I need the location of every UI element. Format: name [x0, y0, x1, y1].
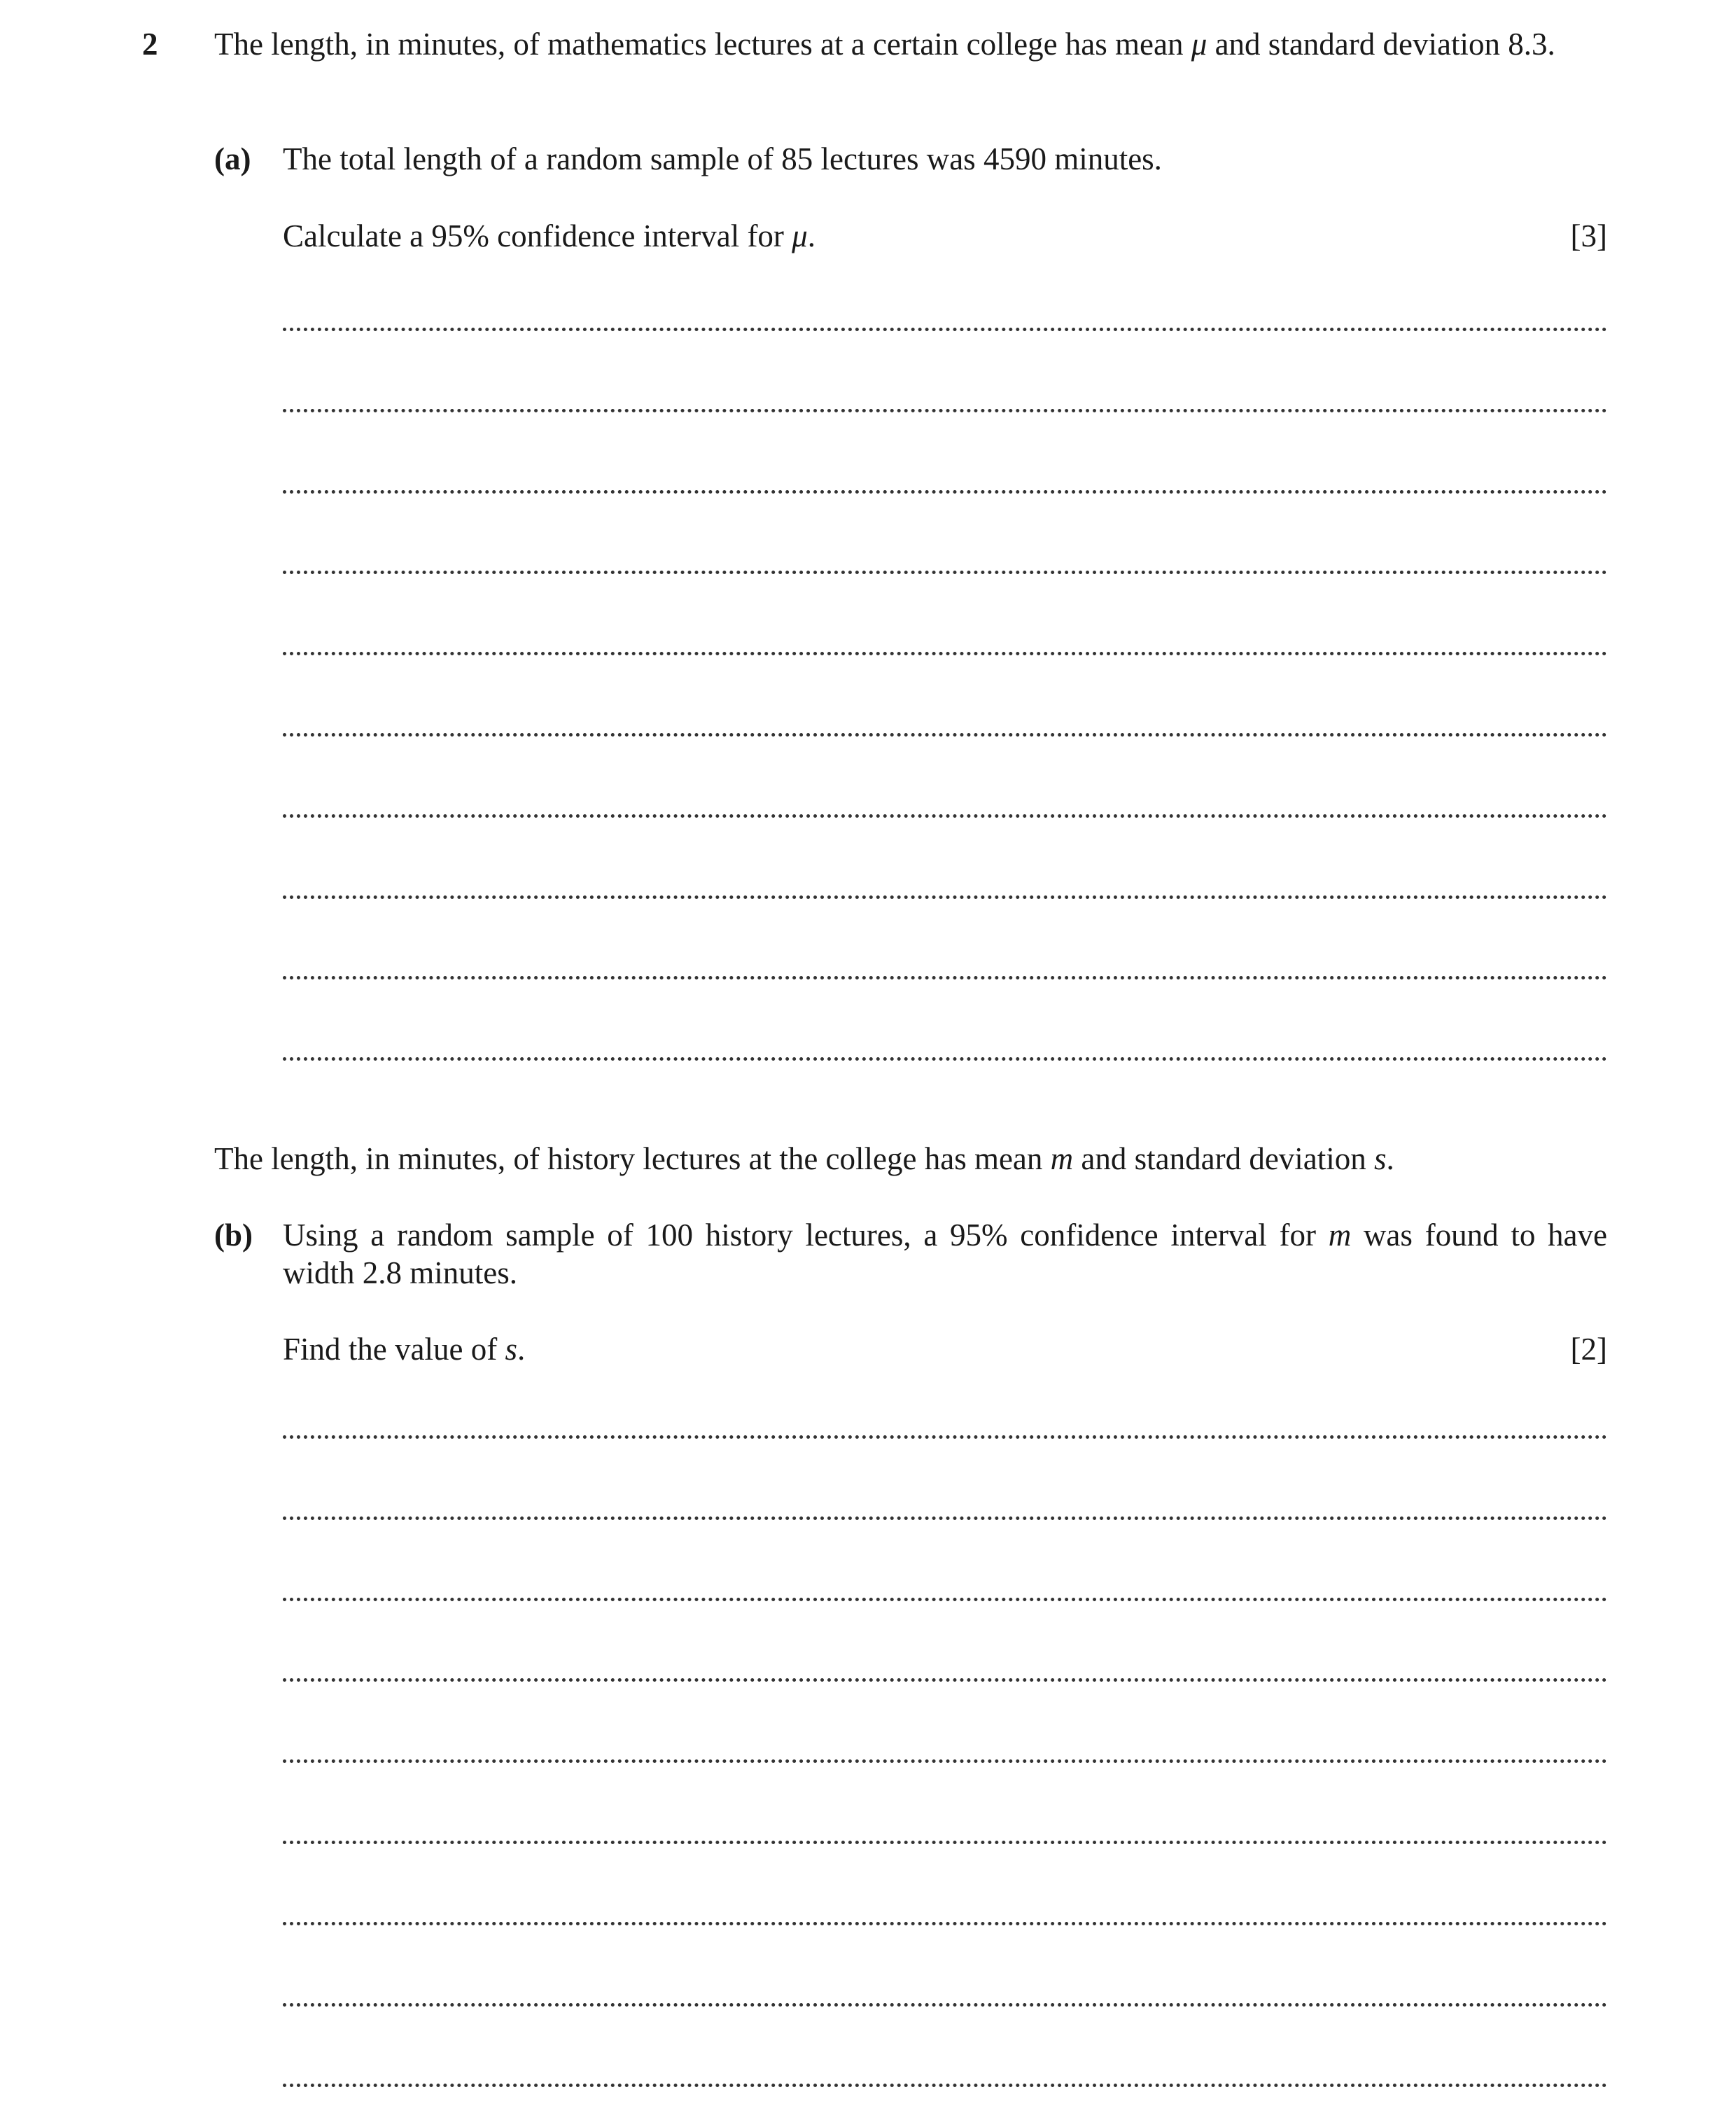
question-number: 2 [142, 27, 158, 62]
part-a-instruction-end: . [807, 218, 816, 253]
part-b-text-1: Using a random sample of 100 history lectures, a 95% confidence interval for [283, 1218, 1329, 1253]
answer-line[interactable] [283, 1516, 1607, 1520]
stem-text-2: and standard deviation 8.3. [1207, 27, 1555, 62]
answer-line[interactable] [283, 976, 1607, 979]
part-b-label: (b) [214, 1218, 253, 1253]
history-stem-text-3: . [1386, 1141, 1394, 1176]
part-b-instruction-text: Find the value of [283, 1332, 505, 1367]
answer-line[interactable] [283, 1057, 1607, 1061]
history-stem-text-1: The length, in minutes, of history lectures at the college has mean [214, 1141, 1051, 1176]
answer-line[interactable] [283, 571, 1607, 574]
history-var-s: s [1374, 1141, 1387, 1176]
answer-line[interactable] [283, 2003, 1607, 2007]
answer-line[interactable] [283, 490, 1607, 494]
answer-line[interactable] [283, 652, 1607, 655]
answer-line[interactable] [283, 328, 1607, 331]
part-a-instruction-text: Calculate a 95% confidence interval for [283, 218, 792, 253]
part-a-text: The total length of a random sample of 85 lectures was 4590 minutes. [283, 141, 1162, 176]
part-a-instruction [283, 217, 816, 255]
answer-line[interactable] [283, 1678, 1607, 1682]
answer-line[interactable] [283, 1841, 1607, 1844]
part-b-text [283, 1216, 1607, 1292]
question-stem [214, 25, 1607, 63]
answer-line[interactable] [283, 1922, 1607, 1925]
answer-line[interactable] [283, 895, 1607, 899]
part-b-instruction [283, 1330, 525, 1368]
answer-line[interactable] [283, 1759, 1607, 1763]
part-b-marks: [2] [1570, 1332, 1607, 1367]
answer-line[interactable] [283, 814, 1607, 818]
history-stem-text-2: and standard deviation [1073, 1141, 1375, 1176]
answer-line[interactable] [283, 409, 1607, 412]
part-b-text-2: was found to have width 2.8 minutes. [283, 1218, 1607, 1290]
part-a-label: (a) [214, 141, 251, 176]
history-stem [214, 1140, 1607, 1178]
part-a-var-mu: μ [792, 218, 808, 253]
answer-line[interactable] [283, 1435, 1607, 1439]
part-b-var-s: s [505, 1332, 517, 1367]
answer-line[interactable] [283, 1598, 1607, 1601]
answer-line[interactable] [283, 2084, 1607, 2087]
stem-text-1: The length, in minutes, of mathematics lectures at a certain college has mean [214, 27, 1191, 62]
answer-line[interactable] [283, 733, 1607, 737]
part-a-marks: [3] [1570, 218, 1607, 253]
part-b-instruction-end: . [517, 1332, 526, 1367]
stem-var-mu: μ [1191, 27, 1208, 62]
history-var-m: m [1050, 1141, 1074, 1176]
part-b-var-m: m [1328, 1218, 1352, 1253]
